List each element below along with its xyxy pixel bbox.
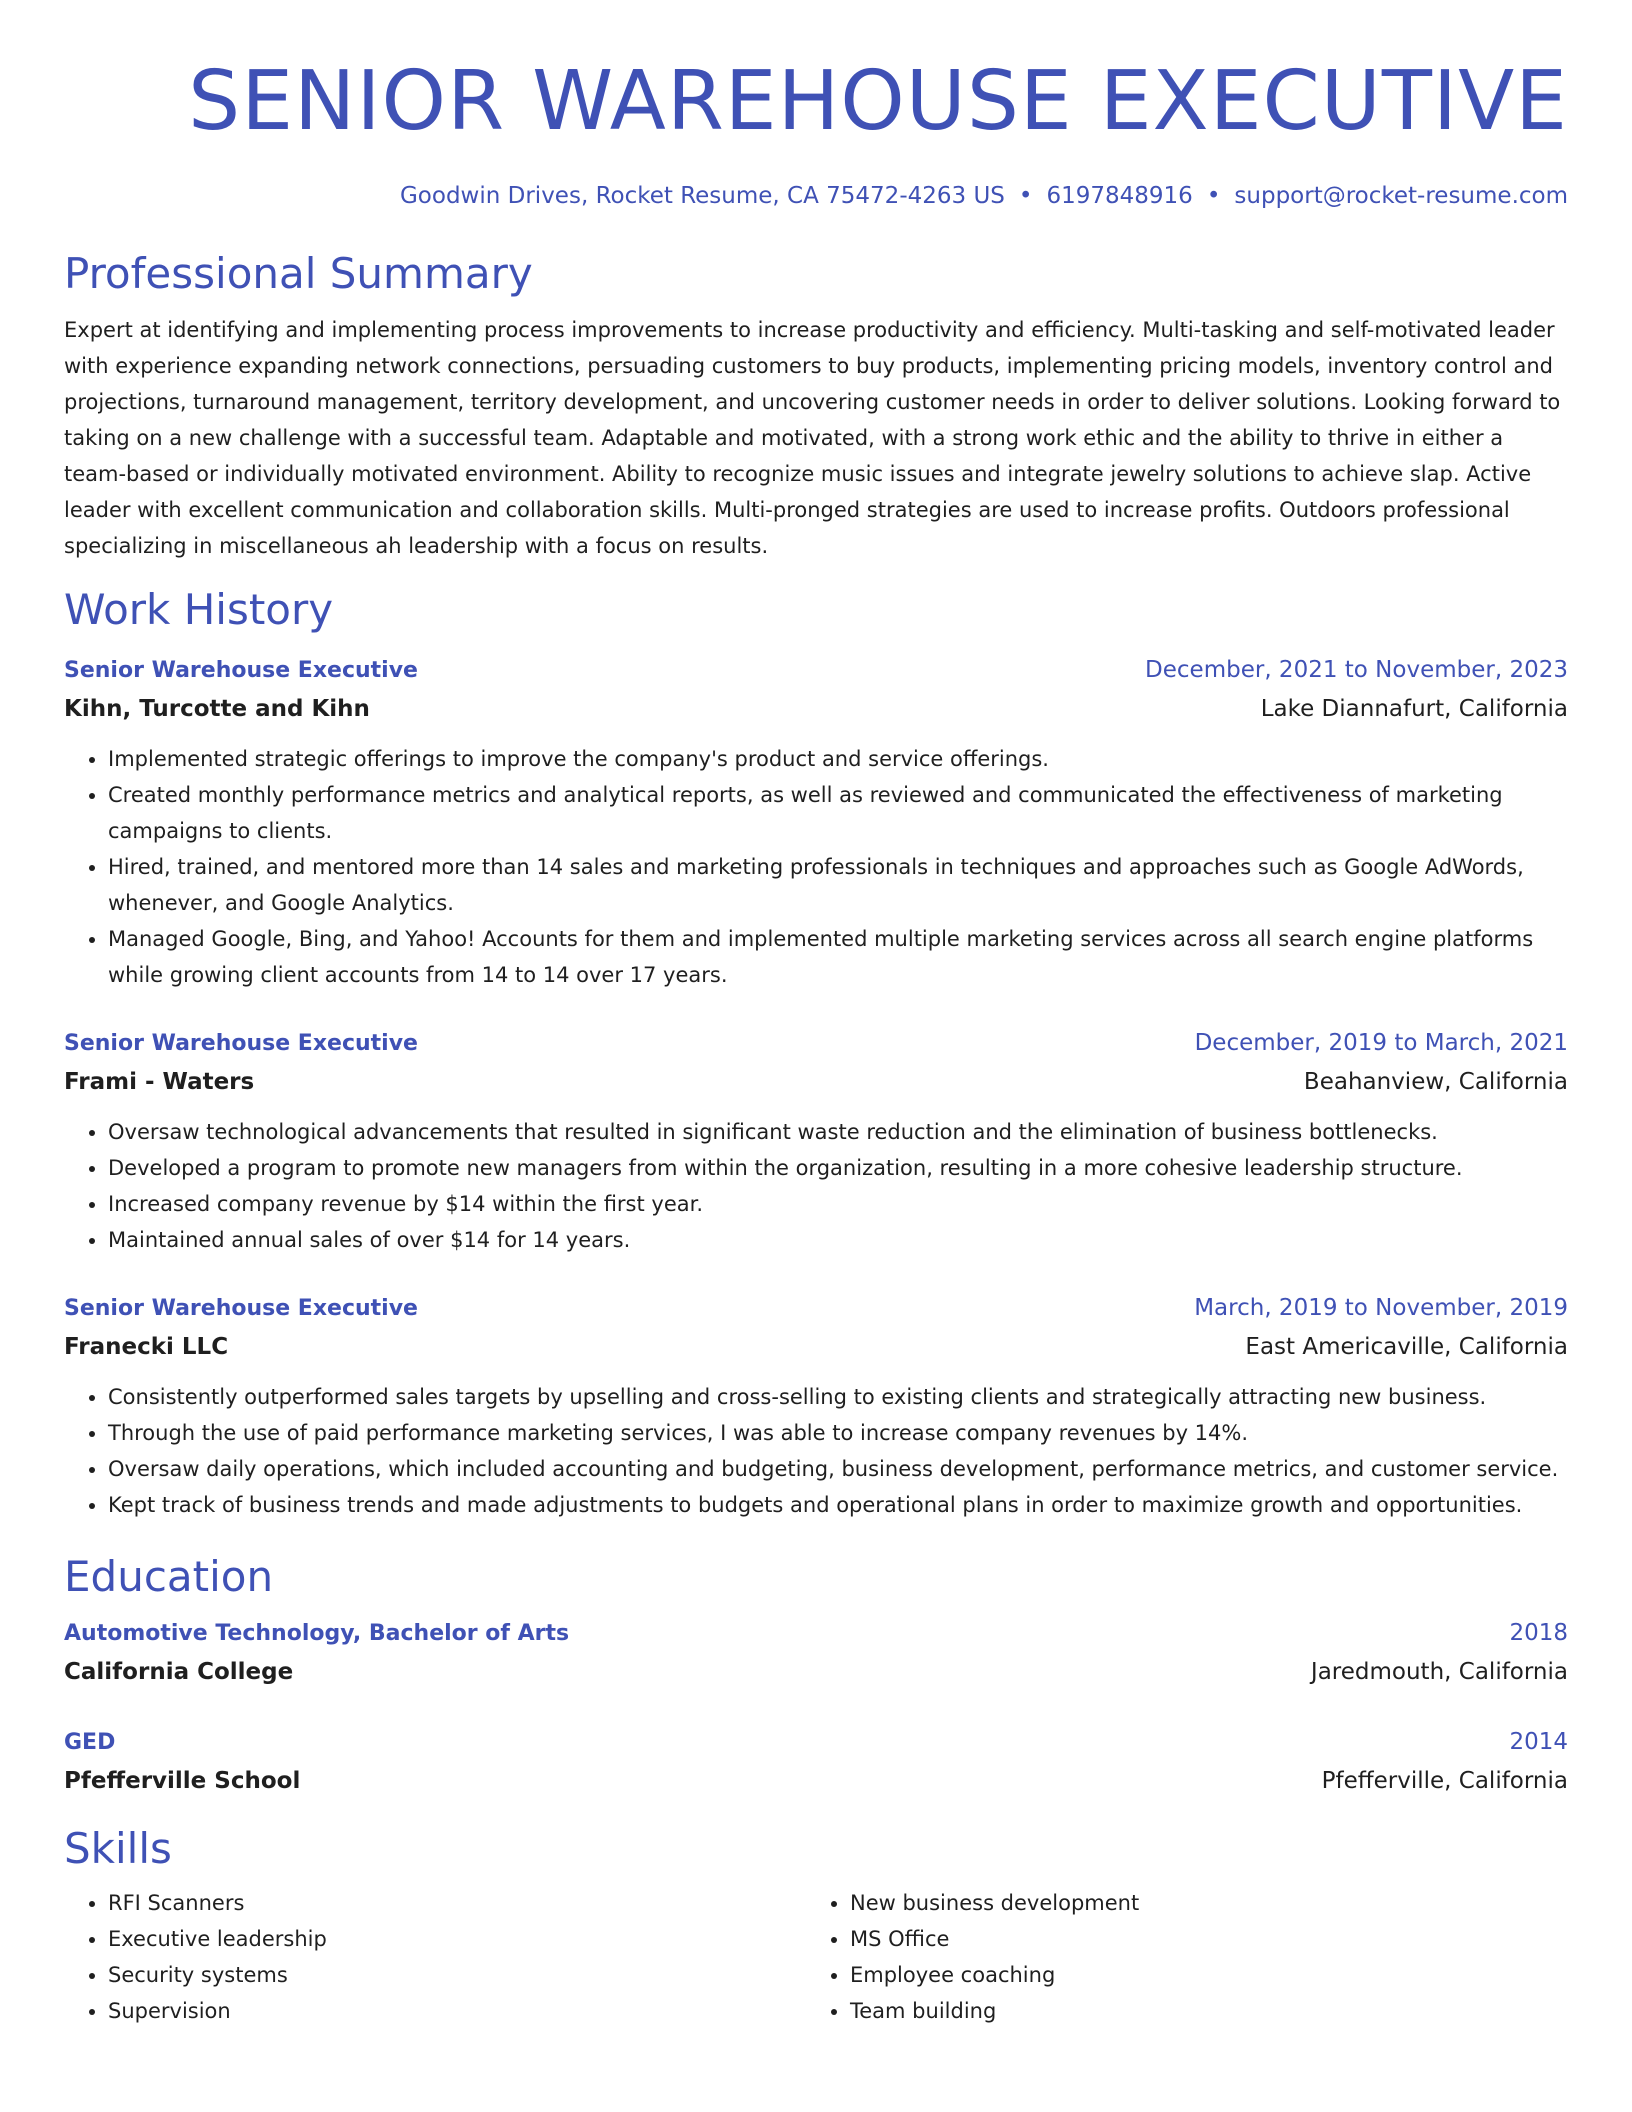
education-entry <box>64 1724 1568 1801</box>
job-bullet: • Created monthly performance metrics and analytical reports, as well as reviewed and communicated the effectiveness of marketing campaigns to clients. <box>108 777 1568 849</box>
job-dates: March, 2019 to November, 2019 <box>1194 1295 1568 1321</box>
skill-item: • Security systems <box>108 1957 806 1993</box>
section-title-work-history: Work History <box>64 585 334 634</box>
contact-email[interactable]: support@rocket-resume.com <box>1234 183 1568 209</box>
job-bullet: • Consistently outperformed sales targets by upselling and cross-selling to existing clients and strategically attracting new business. <box>108 1379 1568 1415</box>
contact-phone: 6197848916 <box>1046 183 1193 209</box>
job-bullet: • Hired, trained, and mentored more than 14 sales and marketing professionals in techniques and approaches such as Google AdWords, whenever, and Google Analytics. <box>108 849 1568 921</box>
section-title-summary: Professional Summary <box>64 249 533 298</box>
job-entry <box>64 652 1568 993</box>
job-location: East Americaville, California <box>1245 1334 1568 1360</box>
skill-item: • Employee coaching <box>850 1957 1548 1993</box>
job-bullet: • Oversaw technological advancements that resulted in significant waste reduction and the elimination of business bottlenecks. <box>108 1114 1568 1150</box>
job-bullet: • Through the use of paid performance marketing services, I was able to increase company revenues by 14%. <box>108 1415 1568 1451</box>
job-bullet: • Oversaw daily operations, which included accounting and budgeting, business development, performance metrics, and customer service. <box>108 1451 1568 1487</box>
education-location: Pfefferville, California <box>1321 1768 1568 1794</box>
job-company: Kihn, Turcotte and Kihn <box>64 696 370 722</box>
skill-item: • Team building <box>850 1993 1548 2029</box>
job-location: Beahanview, California <box>1303 1069 1568 1095</box>
job-location: Lake Diannafurt, California <box>1260 696 1568 722</box>
education-year: 2014 <box>1509 1729 1568 1755</box>
skills-column-right <box>806 1885 1548 2029</box>
job-bullets <box>64 1379 1568 1523</box>
summary-text: Expert at identifying and implementing process improvements to increase productivity and efficiency. Multi-tasking and self-motivated leader with experience expanding network connections, persuading customers to buy products, implementing pricing models, inventory control and projections, turnaround management, territory development, and uncovering customer needs in order to deliver solutions. Looking forward to taking on a new challenge with a successful team. Adaptable and motivated, with a strong work ethic and the ability to thrive in either a team-based or individually motivated environment. Ability to recognize music issues and integrate jewelry solutions to achieve slap. Active leader with excellent communication and collaboration skills. Multi-pronged strategies are used to increase profits. Outdoors professional specializing in miscellaneous ah leadership with a focus on results. <box>64 318 1561 558</box>
job-bullet: • Kept track of business trends and made adjustments to budgets and operational plans in order to maximize growth and opportunities. <box>108 1487 1568 1523</box>
job-bullet: • Increased company revenue by $14 within the first year. <box>108 1186 1568 1222</box>
job-dates: December, 2019 to March, 2021 <box>1194 1030 1568 1056</box>
job-company: Frami - Waters <box>64 1069 255 1095</box>
job-bullets <box>64 741 1568 993</box>
education-entry <box>64 1615 1568 1692</box>
job-bullet: • Developed a program to promote new managers from within the organization, resulting in a more cohesive leadership structure. <box>108 1150 1568 1186</box>
job-title: Senior Warehouse Executive <box>64 1296 418 1321</box>
section-title-skills: Skills <box>64 1824 172 1873</box>
skills-column-left <box>64 1885 806 2029</box>
section-title-education: Education <box>64 1552 274 1601</box>
candidate-name: SENIOR WAREHOUSE EXECUTIVE <box>188 54 1568 149</box>
education-school: Pfefferville School <box>64 1768 301 1794</box>
education-location: Jaredmouth, California <box>1310 1659 1568 1685</box>
job-bullet: • Maintained annual sales of over $14 for 14 years. <box>108 1222 1568 1258</box>
skill-item: • MS Office <box>850 1921 1548 1957</box>
job-bullet: • Managed Google, Bing, and Yahoo! Accounts for them and implemented multiple marketing services across all search engine platforms while growing client accounts from 14 to 14 over 17 years. <box>108 921 1568 993</box>
job-title: Senior Warehouse Executive <box>64 1031 418 1056</box>
skills-grid <box>64 1885 1568 2029</box>
job-title: Senior Warehouse Executive <box>64 658 418 683</box>
education-degree: Automotive Technology, Bachelor of Arts <box>64 1621 570 1646</box>
education-degree: GED <box>64 1730 116 1755</box>
skill-item: • Executive leadership <box>108 1921 806 1957</box>
contact-address: Goodwin Drives, Rocket Resume, CA 75472-4263 US <box>399 183 1005 209</box>
job-bullet: • Implemented strategic offerings to improve the company's product and service offerings. <box>108 741 1568 777</box>
skill-item: • RFI Scanners <box>108 1885 806 1921</box>
skill-item: • New business development <box>850 1885 1548 1921</box>
job-company: Franecki LLC <box>64 1334 229 1360</box>
contact-line <box>64 180 1568 212</box>
contact-separator: • <box>1206 183 1221 209</box>
job-entry <box>64 1025 1568 1258</box>
skill-item: • Supervision <box>108 1993 806 2029</box>
education-year: 2018 <box>1509 1620 1568 1646</box>
job-dates: December, 2021 to November, 2023 <box>1145 657 1568 683</box>
job-bullets <box>64 1114 1568 1258</box>
contact-separator: • <box>1018 183 1033 209</box>
job-entry <box>64 1290 1568 1523</box>
education-school: California College <box>64 1659 294 1685</box>
